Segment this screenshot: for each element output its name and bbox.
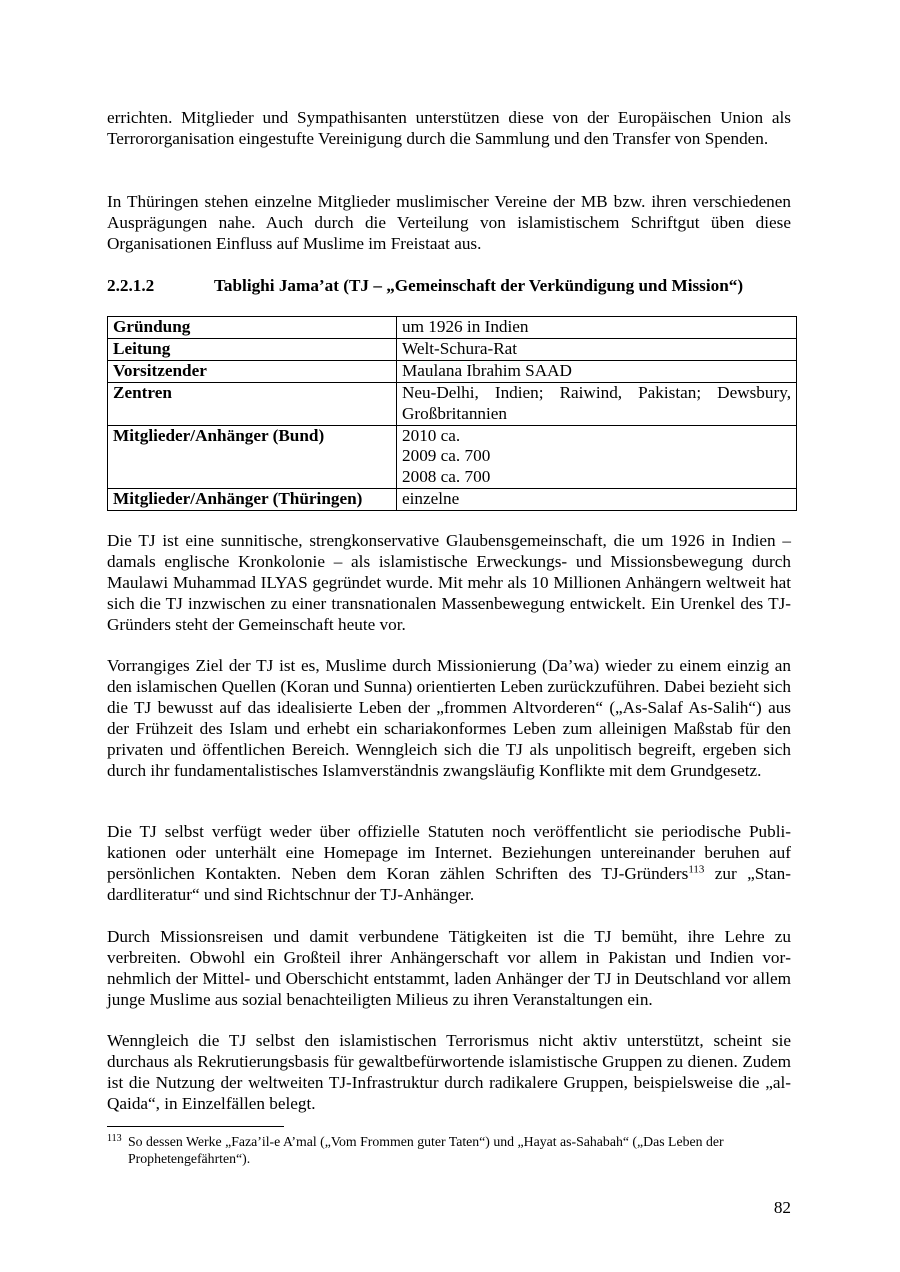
body-paragraph-2: Vorrangiges Ziel der TJ ist es, Muslime durch Missionierung (Da’wa) wieder zu einem einzig an den islamischen Quellen (Koran und Sunna) orientierten Leben zurückzuführen. Dabei bezieht sich die TJ bewusst auf das idealisierte Leben der „frommen Altvorderen“ („As-Salaf As-Salih“) aus der Frühzeit des Islam und erhebt ein schariakonformes Leben zum alleinigen Maßstab für den privaten und öffentlichen Bereich. Wenngleich sich die TJ als unpolitisch begreift, ergeben sich durch ihr fundamentalistisches Islamverständnis zwangsläufig Konflikte mit dem Grundgesetz. (107, 656, 791, 780)
row-value (397, 382, 797, 425)
value-line: um 1926 in Indien (402, 317, 529, 336)
body-paragraph-1: Die TJ ist eine sunnitische, strengkonservative Glaubensgemeinschaft, die um 1926 in Indien – damals englische Kronkolonie – als islamistische Erweckungs- und Missionsbewegung durch Maulawi Muhammad ILYAS gegründet wurde. Mit mehr als 10 Millionen Anhängern weltweit hat sich die TJ inzwischen zu einer transnationalen Massenbewegung entwickelt. Ein Urenkel des TJ-Gründers steht der Gemeinschaft heute vor. (107, 531, 791, 634)
table-row (108, 317, 797, 339)
row-value (397, 317, 797, 339)
section-number: 2.2.1.2 (107, 276, 155, 295)
footnote-reference-link[interactable]: 113 (688, 863, 705, 876)
value-line: Neu-Delhi, Indien; Raiwind, Pakistan; Dewsbury, Großbritannien (402, 382, 791, 423)
row-value (397, 338, 797, 360)
value-line: 2009 ca. 700 (402, 446, 491, 466)
section-title: Tablighi Jama’at (TJ – „Gemeinschaft der Verkündigung und Mission“) (214, 276, 744, 295)
table-row (108, 338, 797, 360)
footnote-marker: 113 (107, 1133, 122, 1144)
footnote (107, 1133, 791, 1167)
table-row (108, 489, 797, 511)
body-paragraph-5: Wenngleich die TJ selbst den islamistischen Terrorismus nicht aktiv unterstützt, scheint sie durchaus als Rekrutierungsbasis für gewaltbefürwortende islamistische Gruppen zu dienen. Zudem ist die Nutzung der weltweiten TJ-Infrastruktur durch radikalere Gruppen, beispielsweise die „al-Qaida“, in Einzelfällen belegt. (107, 1031, 791, 1113)
body-paragraph-3 (107, 822, 791, 906)
table-row (108, 382, 797, 425)
footnote-text: So dessen Werke „Faza’il-e A’mal („Vom Frommen guter Taten“) und „Hayat as-Sahabah“ („Das Leben der Prophetengefährten“). (128, 1134, 724, 1166)
value-line: 2008 ca. 700 (402, 467, 491, 487)
intro-paragraph-1: errichten. Mitglieder und Sympathisanten unterstützen diese von der Europäischen Union als Terrororganisation eingestufte Vereinigung durch die Sammlung und den Transfer von Spenden. (107, 108, 791, 148)
paragraph-text-after: zur „Standardliteratur“ und sind Richtschnur der TJ-Anhänger. (107, 863, 791, 904)
table-row (108, 425, 797, 489)
row-label: Vorsitzender (108, 360, 397, 382)
row-label: Zentren (108, 382, 397, 425)
value-line: 2010 ca. (402, 425, 461, 445)
row-value (397, 360, 797, 382)
row-label: Mitglieder/Anhänger (Thüringen) (108, 489, 397, 511)
row-label: Leitung (108, 338, 397, 360)
table-row (108, 360, 797, 382)
organization-info-table (107, 316, 797, 511)
footnote-separator (107, 1126, 284, 1127)
value-line: Welt-Schura-Rat (402, 338, 518, 358)
section-heading (107, 275, 791, 296)
row-value (397, 489, 797, 511)
row-label: Gründung (108, 317, 397, 339)
paragraph-text-before: Die TJ selbst verfügt weder über offizielle Statuten noch veröffentlicht sie periodische Publikationen oder unterhält eine Homepage im Internet. Beziehungen untereinander beruhen auf persönlichen Kontakten. Neben dem Koran zählen Schriften des TJ-Gründers (107, 822, 791, 883)
document-page (107, 0, 791, 1272)
value-line: Maulana Ibrahim SAAD (402, 360, 572, 380)
value-line: einzelne (402, 489, 460, 509)
intro-paragraph-2: In Thüringen stehen einzelne Mitglieder muslimischer Vereine der MB bzw. ihren verschiedenen Ausprägungen nahe. Auch durch die Verteilung von islamistischem Schriftgut üben diese Organisationen Einfluss auf Muslime im Freistaat aus. (107, 192, 791, 253)
row-value (397, 425, 797, 489)
page-number: 82 (773, 1198, 791, 1217)
row-label: Mitglieder/Anhänger (Bund) (108, 425, 397, 489)
body-paragraph-4: Durch Missionsreisen und damit verbundene Tätigkeiten ist die TJ bemüht, ihre Lehre zu verbreiten. Obwohl ein Großteil ihrer Anhängerschaft vor allem in Pakistan und Indien vornehmlich der Mittel- und Oberschicht entstammt, laden Anhänger der TJ in Deutschland vor allem junge Muslime aus sozial benachteiligten Milieus zu ihren Veranstaltungen ein. (107, 927, 791, 1009)
